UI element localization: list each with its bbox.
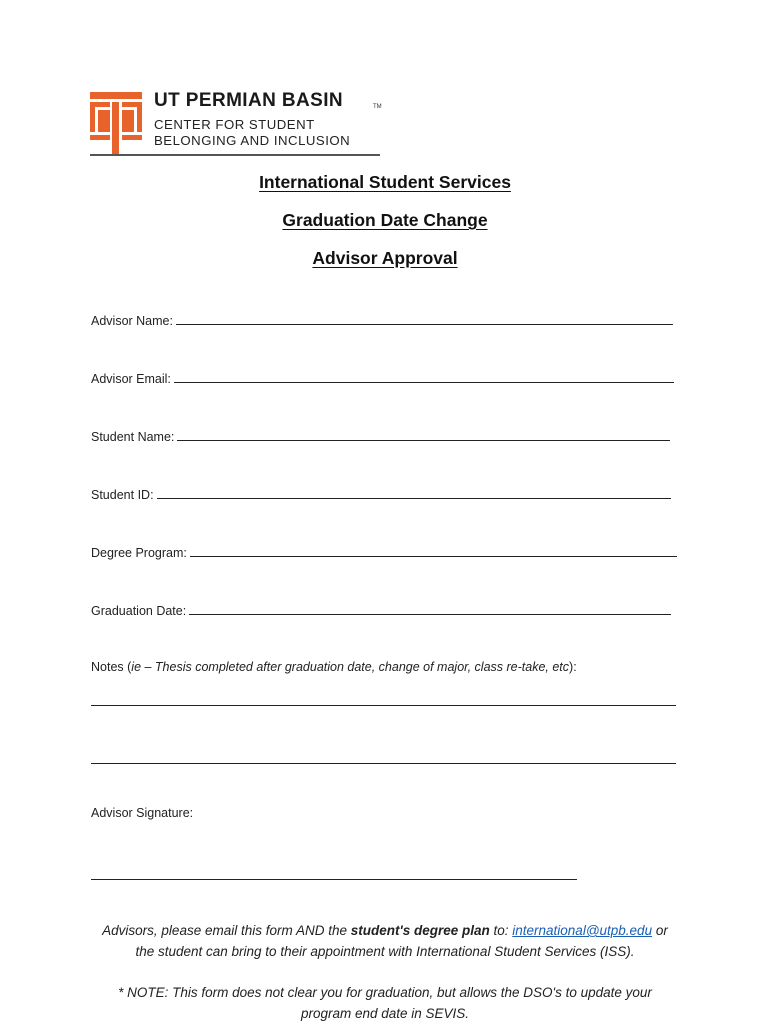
student-name-field[interactable] bbox=[91, 428, 670, 444]
advisor-email-line[interactable] bbox=[174, 370, 674, 383]
notes-line-1[interactable] bbox=[91, 705, 676, 706]
student-id-line[interactable] bbox=[157, 486, 671, 499]
heading-graduation-date-change: Graduation Date Change bbox=[282, 210, 488, 230]
advisor-name-line[interactable] bbox=[176, 312, 673, 325]
notes-line-2[interactable] bbox=[91, 763, 676, 764]
graduation-date-line[interactable] bbox=[189, 602, 671, 615]
note-text-line1: * NOTE: This form does not clear you for graduation, but allows the DSO's to update your bbox=[118, 985, 652, 1000]
student-id-label: Student ID: bbox=[91, 488, 154, 502]
advisor-email-label: Advisor Email: bbox=[91, 372, 171, 386]
note-paragraph bbox=[60, 982, 710, 1024]
logo-trademark: TM bbox=[373, 104, 382, 110]
advisor-name-label: Advisor Name: bbox=[91, 314, 173, 328]
logo-divider bbox=[90, 154, 380, 156]
degree-program-label: Degree Program: bbox=[91, 546, 187, 560]
advisor-name-field[interactable] bbox=[91, 312, 673, 328]
advisor-email-field[interactable] bbox=[91, 370, 674, 386]
degree-program-line[interactable] bbox=[190, 544, 677, 557]
graduation-date-label: Graduation Date: bbox=[91, 604, 187, 618]
student-name-line[interactable] bbox=[177, 428, 670, 441]
utpb-tower-icon bbox=[90, 92, 150, 154]
instructions-text-line2: the student can bring to their appointment with International Student Services (ISS). bbox=[135, 944, 635, 959]
degree-plan-emphasis: student's degree plan bbox=[350, 923, 490, 938]
degree-program-field[interactable] bbox=[91, 544, 677, 560]
instructions-text-end: or bbox=[652, 923, 668, 938]
notes-label bbox=[91, 660, 577, 674]
notes-label-end: ): bbox=[569, 660, 577, 674]
advisor-signature-line[interactable] bbox=[91, 879, 577, 880]
student-name-label: Student Name: bbox=[91, 430, 175, 444]
notes-label-start: Notes ( bbox=[91, 660, 132, 674]
logo-subtitle-line2: BELONGING AND INCLUSION bbox=[154, 133, 351, 148]
utpb-logo bbox=[90, 92, 382, 158]
logo-title: UT PERMIAN BASIN bbox=[154, 90, 344, 111]
notes-label-example: ie – Thesis completed after graduation date, change of major, class re-take, etc bbox=[131, 660, 570, 674]
instructions-paragraph bbox=[60, 920, 710, 962]
heading-advisor-approval: Advisor Approval bbox=[312, 248, 458, 268]
advisor-signature-label: Advisor Signature: bbox=[91, 806, 194, 820]
logo-subtitle-line1: CENTER FOR STUDENT bbox=[154, 117, 315, 132]
heading-iss: International Student Services bbox=[259, 172, 511, 192]
instructions-text-mid: to: bbox=[489, 923, 513, 938]
student-id-field[interactable] bbox=[91, 486, 671, 502]
note-text-line2: program end date in SEVIS. bbox=[300, 1006, 470, 1021]
instructions-text-start: Advisors, please email this form AND the bbox=[102, 923, 351, 938]
graduation-date-field[interactable] bbox=[91, 602, 671, 618]
iss-email-link[interactable]: international@utpb.edu bbox=[512, 923, 653, 938]
